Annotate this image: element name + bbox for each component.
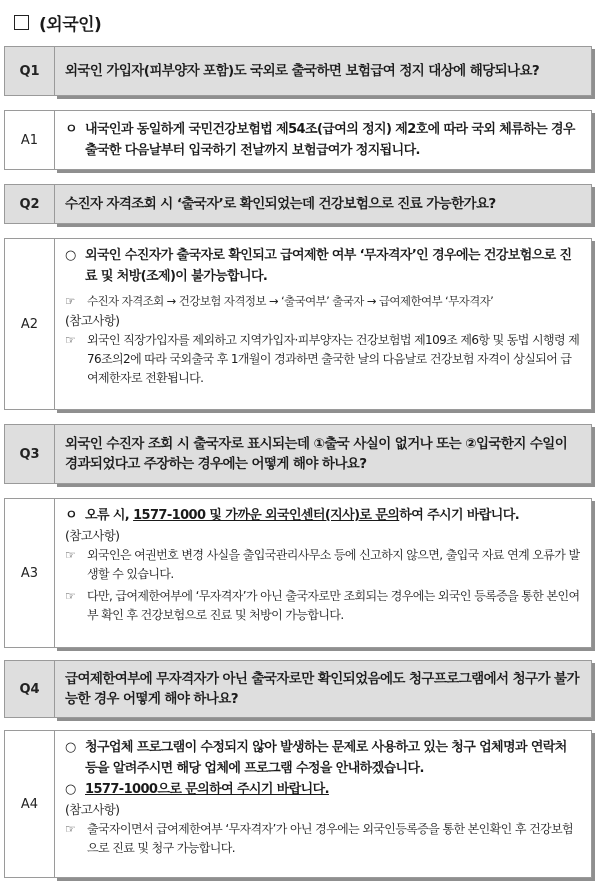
answer-text: 외국인 수진자가 출국자로 확인되고 급여제한 여부 ‘무자격자’인 경우에는 건강보험으로 진료 및 처방(조제)이 불가능합니다.	[85, 248, 572, 284]
reference-text: 다만, 급여제한여부에 ‘무자격자’가 아닌 출국자로만 조회되는 경우에는 외국인 등록증을 통한 본인여부 확인 후 건강보험으로 진료 및 처방이 가능합니다.	[87, 589, 580, 622]
question-label: Q3	[4, 424, 54, 484]
section-title-text: (외국인)	[39, 14, 102, 35]
answer-bullet	[65, 737, 581, 779]
answer-text: 청구업체 프로그램이 수정되지 않아 발생하는 문제로 사용하고 있는 청구 업체명과 연락처 등을 알려주시면 해당 업체에 프로그램 수정을 안내하겠습니다.	[85, 740, 567, 776]
answer-text-post: 하여 주시기 바랍니다.	[399, 508, 520, 523]
question-row-q1	[4, 46, 592, 96]
question-row-q3	[4, 424, 592, 484]
path-note	[65, 291, 581, 311]
answer-label: A2	[4, 238, 54, 410]
question-label: Q1	[4, 46, 54, 96]
question-text: 급여제한여부에 무자격자가 아닌 출국자로만 확인되었음에도 청구프로그램에서 청구가 불가능한 경우 어떻게 해야 하나요?	[54, 660, 592, 718]
answer-content	[54, 498, 592, 648]
question-text: 수진자 자격조회 시 ‘출국자’로 확인되었는데 건강보험으로 진료 가능한가요?	[54, 184, 592, 224]
answer-content	[54, 730, 592, 878]
reference-item	[65, 587, 581, 625]
answer-content	[54, 238, 592, 410]
hand-pointer-icon: ☞	[65, 294, 75, 308]
hand-pointer-icon: ☞	[65, 822, 76, 836]
answer-bullet	[65, 119, 581, 161]
reference-item	[65, 331, 581, 388]
answer-bullet	[65, 779, 581, 800]
answer-text: 내국인과 동일하게 국민건강보험법 제54조(급여의 정지) 제2호에 따라 국외 체류하는 경우 출국한 다음날부터 입국하기 전날까지 보험급여가 정지됩니다.	[85, 122, 575, 158]
answer-text	[85, 505, 519, 526]
bullet-mark: ○	[65, 740, 76, 755]
reference-item	[65, 820, 581, 858]
reference-item	[65, 546, 581, 584]
answer-row-a1	[4, 110, 592, 170]
path-text: 수진자 자격조회 → 건강보험 자격정보 → ‘출국여부’ 출국자 → 급여제한여부 ‘무자격자’	[87, 294, 494, 308]
bullet-mark: ○	[65, 782, 76, 797]
question-label: Q2	[4, 184, 54, 224]
bullet-mark: ㅇ	[65, 122, 77, 137]
question-label: Q4	[4, 660, 54, 718]
reference-label: (참고사항)	[65, 528, 120, 543]
answer-bullet	[65, 245, 581, 287]
bullet-mark: ㅇ	[65, 508, 77, 523]
reference-label: (참고사항)	[65, 313, 120, 328]
hand-pointer-icon: ☞	[65, 548, 76, 562]
answer-bullet	[65, 505, 581, 526]
answer-content	[54, 110, 592, 170]
question-row-q2	[4, 184, 592, 224]
reference-text: 외국인은 여권번호 변경 사실을 출입국관리사무소 등에 신고하지 않으면, 출입국 자료 연계 오류가 발생할 수 있습니다.	[87, 548, 580, 581]
reference-text: 외국인 직장가입자를 제외하고 지역가입자·피부양자는 건강보험법 제109조 제6항 및 동법 시행령 제76조의2에 따라 국외출국 후 1개월이 경과하면 출국한 날의 다음날로 건강보험 자격이 상실되어 급여제한자로 전환됩니다.	[87, 333, 580, 385]
answer-text-underlined: 1577-1000 및 가까운 외국인센터(지사)로 문의	[133, 508, 400, 523]
answer-row-a2	[4, 238, 592, 410]
question-text: 외국인 수진자 조회 시 출국자로 표시되는데 ①출국 사실이 없거나 또는 ②입국한지 수일이 경과되었다고 주장하는 경우에는 어떻게 해야 하나요?	[54, 424, 592, 484]
hand-pointer-icon: ☞	[65, 333, 76, 347]
answer-label: A3	[4, 498, 54, 648]
answer-text-underlined: 1577-1000으로 문의하여 주시기 바랍니다.	[85, 782, 329, 797]
answer-row-a3	[4, 498, 592, 648]
checkbox-icon	[14, 15, 29, 30]
answer-label: A4	[4, 730, 54, 878]
question-text: 외국인 가입자(피부양자 포함)도 국외로 출국하면 보험급여 정지 대상에 해당되나요?	[54, 46, 592, 96]
answer-row-a4	[4, 730, 592, 878]
answer-label: A1	[4, 110, 54, 170]
reference-label: (참고사항)	[65, 802, 120, 817]
question-row-q4	[4, 660, 592, 718]
reference-text: 출국자이면서 급여제한여부 ‘무자격자’가 아닌 경우에는 외국인등록증을 통한 본인확인 후 건강보험으로 진료 및 청구 가능합니다.	[87, 822, 574, 855]
bullet-mark: ○	[65, 248, 76, 263]
hand-pointer-icon: ☞	[65, 589, 76, 603]
section-title	[14, 10, 101, 34]
answer-text-pre: 오류 시,	[85, 508, 134, 523]
